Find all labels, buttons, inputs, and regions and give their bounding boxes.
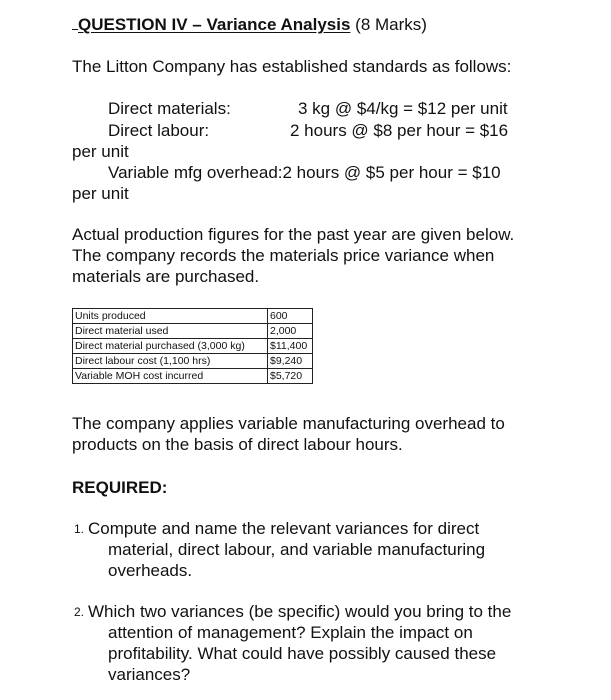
variable-overhead-wrap: per unit xyxy=(72,184,129,203)
required-item-2-line-3: profitability. What could have possibly caused these xyxy=(108,644,497,663)
table-cell-value: 2,000 xyxy=(268,324,313,339)
question-title-text: QUESTION IV – Variance Analysis xyxy=(78,15,351,34)
intro-text: The Litton Company has established standards as follows: xyxy=(72,57,512,76)
actual-production-table xyxy=(72,308,313,384)
table-row xyxy=(73,354,313,369)
direct-materials-value: 3 kg @ $4/kg = $12 per unit xyxy=(298,99,508,118)
overhead-note-paragraph: The company applies variable manufacturing overhead to products on the basis of direct labour hours. xyxy=(72,414,505,454)
question-title xyxy=(72,14,427,36)
table-cell-label: Units produced xyxy=(73,309,268,324)
table-cell-value: $11,400 xyxy=(268,339,313,354)
table-row xyxy=(73,324,313,339)
actual-production-paragraph: Actual production figures for the past year are given below. The company records the materials price variance when materials are purchased. xyxy=(72,225,515,286)
required-item-1-number: 1. xyxy=(74,522,85,536)
table-cell-label: Direct material purchased (3,000 kg) xyxy=(73,339,268,354)
table-row xyxy=(73,369,313,384)
table-row xyxy=(73,309,313,324)
required-item-1-line-3: overheads. xyxy=(108,561,193,580)
required-heading: REQUIRED: xyxy=(72,478,168,497)
table-cell-label: Direct material used xyxy=(73,324,268,339)
table-row xyxy=(73,339,313,354)
table-cell-label: Direct labour cost (1,100 hrs) xyxy=(73,354,268,369)
table-cell-label: Variable MOH cost incurred xyxy=(73,369,268,384)
required-item-2-line-2: attention of management? Explain the impact on xyxy=(108,623,473,642)
required-item-2-line-1: Which two variances (be specific) would you bring to the xyxy=(88,602,512,621)
direct-labour-wrap: per unit xyxy=(72,142,129,161)
required-item-2-number: 2. xyxy=(74,605,85,619)
direct-materials-label: Direct materials: xyxy=(108,99,231,118)
required-item-1-line-1: Compute and name the relevant variances for direct xyxy=(88,519,480,538)
table-cell-value: 600 xyxy=(268,309,313,324)
table-cell-value: $5,720 xyxy=(268,369,313,384)
variable-overhead-standard: Variable mfg overhead:2 hours @ $5 per hour = $10 xyxy=(108,163,501,182)
direct-labour-value: 2 hours @ $8 per hour = $16 xyxy=(290,121,509,140)
direct-labour-label: Direct labour: xyxy=(108,121,210,140)
required-item-1-line-2: material, direct labour, and variable manufacturing xyxy=(108,540,486,559)
table-cell-value: $9,240 xyxy=(268,354,313,369)
required-item-2-line-4: variances? xyxy=(108,665,191,684)
question-marks: (8 Marks) xyxy=(350,15,427,34)
